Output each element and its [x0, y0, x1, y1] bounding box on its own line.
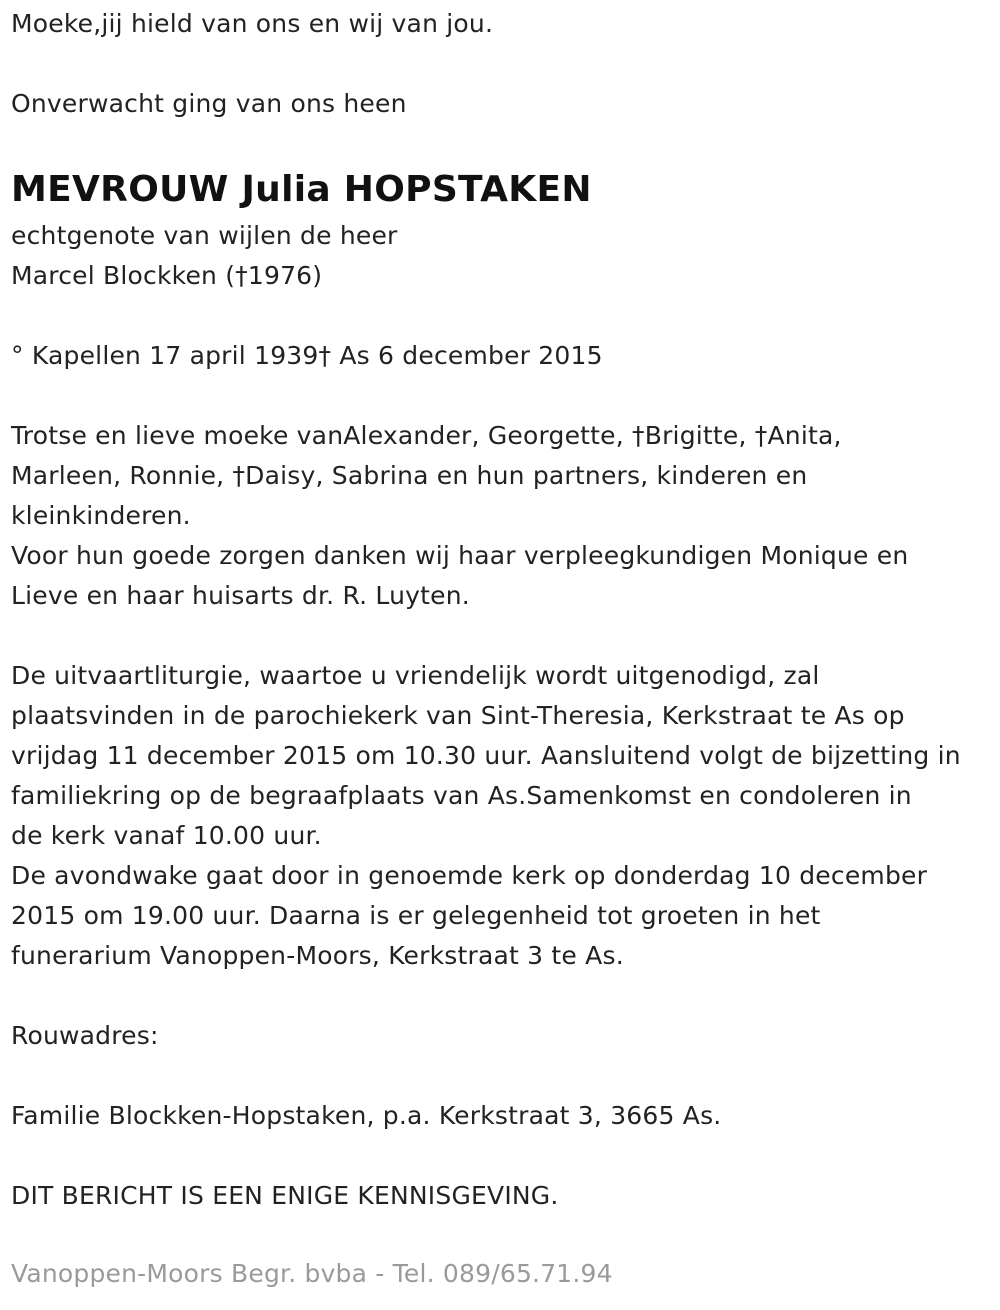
- family-line: Marleen, Ronnie, †Daisy, Sabrina en hun partners, kinderen en: [11, 461, 808, 490]
- family-line: kleinkinderen.: [11, 501, 191, 530]
- family-line: Trotse en lieve moeke vanAlexander, Georgette, †Brigitte, †Anita,: [11, 421, 842, 450]
- thanks-line: Lieve en haar huisarts dr. R. Luyten.: [11, 581, 470, 610]
- deceased-name: MEVROUW Julia HOPSTAKEN: [11, 169, 592, 210]
- mourning-address: Familie Blockken-Hopstaken, p.a. Kerkstraat 3, 3665 As.: [11, 1101, 722, 1130]
- liturgy-line: familiekring op de begraafplaats van As.Samenkomst en condoleren in: [11, 781, 912, 810]
- spouse-line: Marcel Blockken (†1976): [11, 261, 323, 290]
- birth-death-line: ° Kapellen 17 april 1939† As 6 december 2015: [11, 341, 603, 370]
- obituary-notice: [11, 4, 993, 1216]
- liturgy-line: De uitvaartliturgie, waartoe u vriendelijk wordt uitgenodigd, zal: [11, 661, 820, 690]
- spouse-line: echtgenote van wijlen de heer: [11, 221, 398, 250]
- wake-line: De avondwake gaat door in genoemde kerk op donderdag 10 december: [11, 861, 928, 890]
- wake-line: 2015 om 19.00 uur. Daarna is er gelegenheid tot groeten in het: [11, 901, 821, 930]
- liturgy-line: vrijdag 11 december 2015 om 10.30 uur. Aansluitend volgt de bijzetting in: [11, 741, 961, 770]
- thanks-line: Voor hun goede zorgen danken wij haar verpleegkundigen Monique en: [11, 541, 909, 570]
- liturgy-line: de kerk vanaf 10.00 uur.: [11, 821, 322, 850]
- notice-line: DIT BERICHT IS EEN ENIGE KENNISGEVING.: [11, 1181, 559, 1210]
- address-label: Rouwadres:: [11, 1021, 159, 1050]
- liturgy-line: plaatsvinden in de parochiekerk van Sint-Theresia, Kerkstraat te As op: [11, 701, 905, 730]
- opening-line: Moeke,jij hield van ons en wij van jou.: [11, 9, 494, 38]
- wake-line: funerarium Vanoppen-Moors, Kerkstraat 3 te As.: [11, 941, 624, 970]
- announcement: Onverwacht ging van ons heen: [11, 89, 407, 118]
- funeral-home-footer: Vanoppen-Moors Begr. bvba - Tel. 089/65.71.94: [11, 1259, 613, 1288]
